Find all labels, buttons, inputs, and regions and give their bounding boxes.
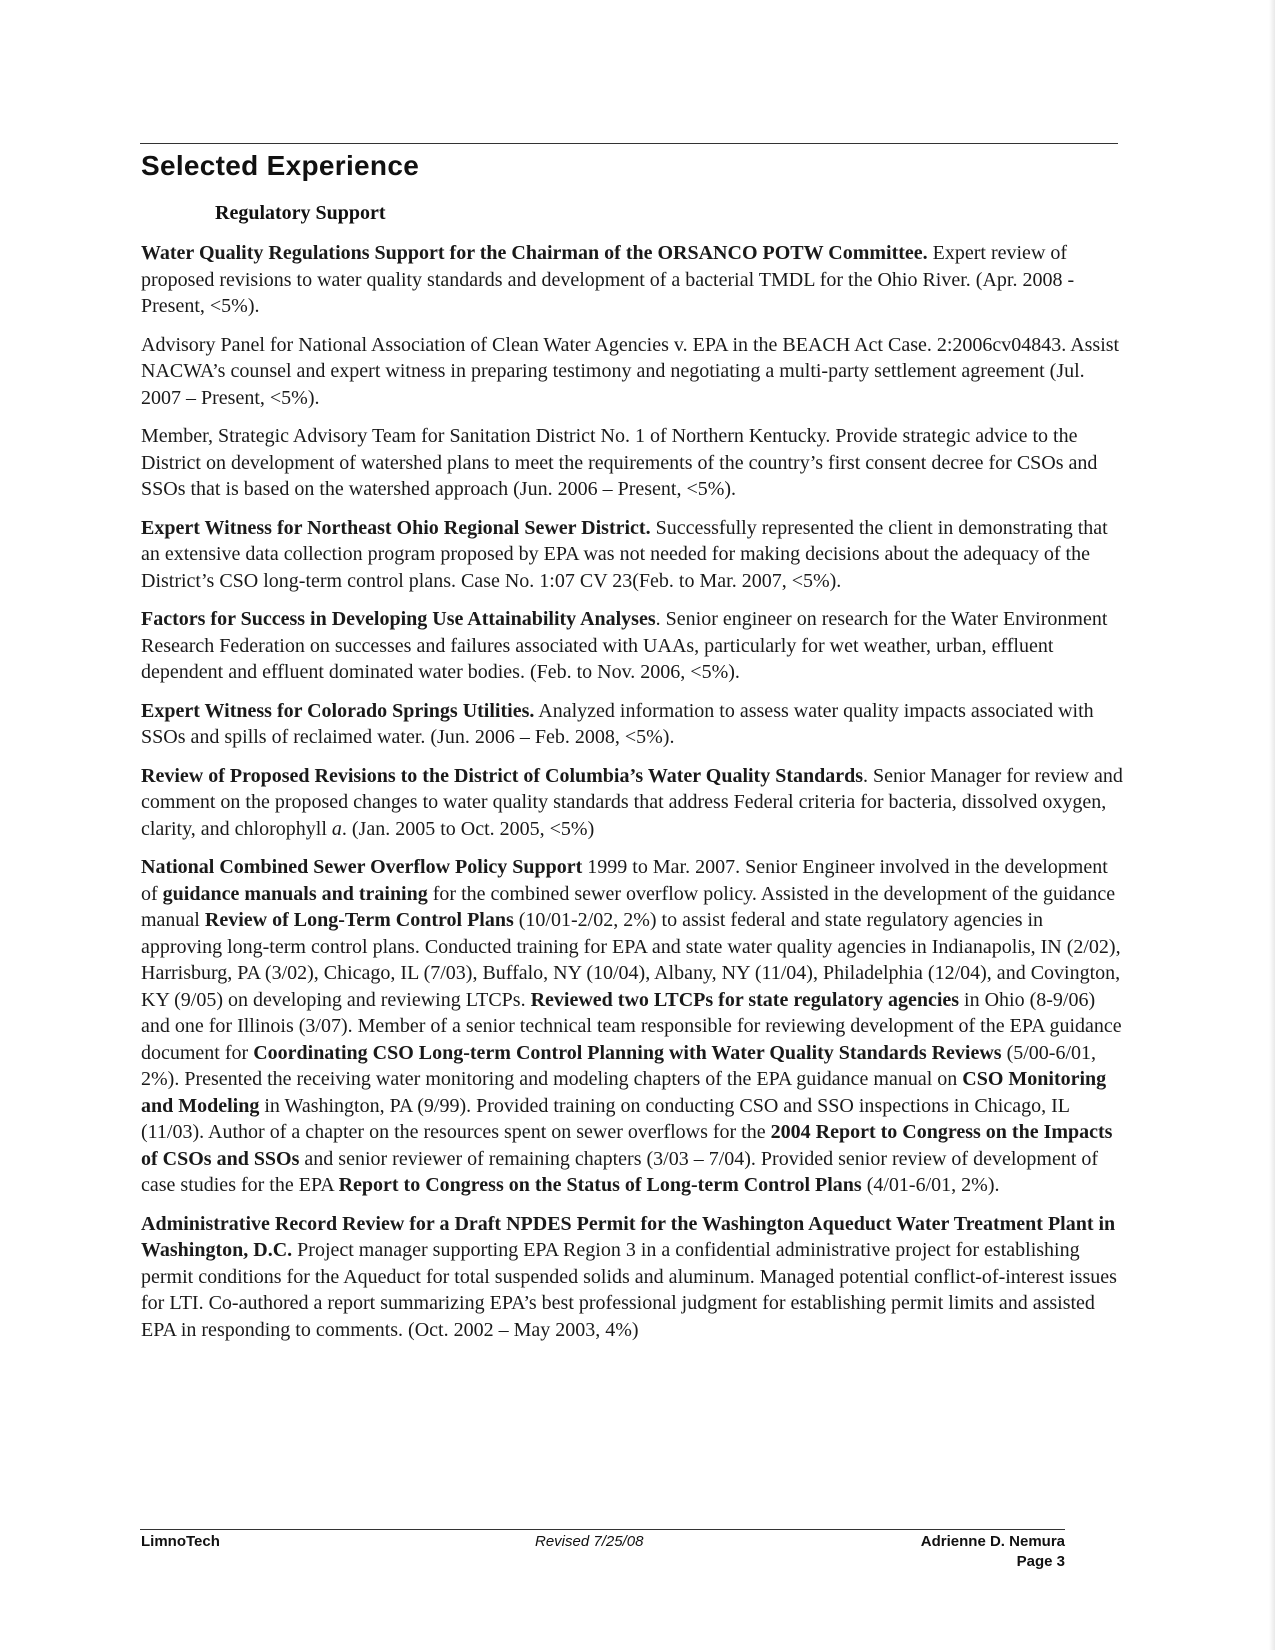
entry-text: Successfully represented the client in demonstrating that an extensive data collection program proposed by EPA was not needed for making decisions about the adequacy of the District’s CSO long-term control plans. Case No. 1:07 CV 23(Feb. to Mar. 2007, <5%). <box>141 516 1108 592</box>
entry-text: a <box>331 817 342 840</box>
entry-bold-text: Administrative Record Review for a Draft NPDES Permit for the Washington Aqueduct Water Treatment Plant in Washington, D.C. <box>141 1212 1116 1261</box>
entry-bold-text: guidance manuals and training <box>162 882 428 905</box>
footer-author: Adrienne D. Nemura <box>920 1533 1065 1550</box>
entry-text: Expert review of proposed revisions to water quality standards and development of a bacterial TMDL for the Ohio River. (Apr. 2008 - Present, <5%). <box>141 242 1075 317</box>
experience-entry <box>141 423 1126 503</box>
entry-bold-text: Expert Witness for Northeast Ohio Regional Sewer District. <box>141 516 651 539</box>
experience-list <box>141 240 1126 1355</box>
entry-text: (10/01-2/02, 2%) to assist federal and state regulatory agencies in approving long-term control plans. Conducted training for EPA and state water quality agencies in Indianapolis, IN (2/02), Harrisburg, PA (3/02), Chicago, IL (7/03), Buffalo, NY (10/04), Albany, NY (11/04), Philadelphia (12/04), and Covington, KY (9/05) on developing and reviewing LTCPs. <box>141 909 1121 1011</box>
entry-text: in Ohio (8-9/06) and one for Illinois (3/07). Member of a senior technical team responsible for reviewing development of the EPA guidance document for <box>141 988 1122 1064</box>
footer-revision-date: Revised 7/25/08 <box>535 1533 644 1550</box>
entry-text: Project manager supporting EPA Region 3 in a confidential administrative project for establishing permit conditions for the Aqueduct for total suspended solids and aluminum. Managed potential conflict-of-interest issues for LTI. Co-authored a report summarizing EPA’s best professional judgment for establishing permit limits and assisted EPA in responding to comments. (Oct. 2002 – May 2003, 4%) <box>141 1239 1117 1341</box>
entry-text: 1999 to Mar. 2007. Senior Engineer involved in the development of <box>141 856 1108 905</box>
section-title: Selected Experience <box>141 150 420 181</box>
entry-text: Advisory Panel for National Association of Clean Water Agencies v. EPA in the BEACH Act Case. 2:2006cv04843. Assist NACWA’s counsel and expert witness in preparing testimony and negotiating a multi-party settlement agreement (Jul. 2007 – Present, <5%). <box>141 333 1120 409</box>
experience-entry <box>141 515 1126 595</box>
entry-bold-text: Review of Long-Term Control Plans <box>204 909 514 931</box>
entry-text: . Senior Manager for review and comment on the proposed changes to water quality standards that address Federal criteria for bacteria, dissolved oxygen, clarity, and chlorophyll <box>141 764 1123 840</box>
entry-bold-text: National Combined Sewer Overflow Policy Support <box>141 856 583 878</box>
entry-bold-text: Factors for Success in Developing Use Attainability Analyses <box>141 608 656 630</box>
entry-bold-text: Reviewed two LTCPs for state regulatory agencies <box>530 988 960 1011</box>
experience-entry <box>141 332 1126 412</box>
entry-text: . Senior engineer on research for the Water Environment Research Federation on successes and failures associated with UAAs, particularly for wet weather, urban, effluent dependent and effluent dominated water bodies. (Feb. to Nov. 2006, <5%). <box>141 608 1108 683</box>
entry-text: . (Jan. 2005 to Oct. 2005, <5%) <box>341 817 595 840</box>
entry-text: in Washington, PA (9/99). Provided training on conducting CSO and SSO inspections in Chicago, IL (11/03). Author of a chapter on the resources spent on sewer overflows for the <box>141 1094 1070 1143</box>
entry-bold-text: 2004 Report to Congress on the Impacts of CSOs and SSOs <box>141 1121 1113 1170</box>
experience-entry <box>141 698 1126 751</box>
entry-text: (4/01-6/01, 2%). <box>861 1174 1000 1196</box>
experience-entry <box>141 763 1126 843</box>
entry-bold-text: Water Quality Regulations Support for the Chairman of the ORSANCO POTW Committee. <box>141 242 928 264</box>
experience-entry <box>141 854 1126 1199</box>
entry-bold-text: Report to Congress on the Status of Long-term Control Plans <box>338 1174 862 1196</box>
subsection-title: Regulatory Support <box>215 202 386 224</box>
entry-text: (5/00-6/01, 2%). Presented the receiving water monitoring and modeling chapters of the EPA guidance manual on <box>141 1041 1097 1090</box>
entry-text: and senior reviewer of remaining chapters (3/03 – 7/04). Provided senior review of development of case studies for the EPA <box>141 1147 1099 1196</box>
footer-rule <box>140 1529 1065 1530</box>
footer-page-number: Page 3 <box>1016 1553 1065 1570</box>
entry-text: Analyzed information to assess water quality impacts associated with SSOs and spills of reclaimed water. (Jun. 2006 – Feb. 2008, <5%). <box>141 699 1094 748</box>
entry-bold-text: Coordinating CSO Long-term Control Planning with Water Quality Standards Reviews <box>253 1041 1002 1064</box>
entry-bold-text: CSO Monitoring and Modeling <box>141 1068 1107 1117</box>
entry-text: for the combined sewer overflow policy. Assisted in the development of the guidance manual <box>141 882 1116 931</box>
header-rule <box>140 143 1118 144</box>
experience-entry <box>141 606 1126 686</box>
footer-company: LimnoTech <box>141 1533 220 1550</box>
entry-text: Member, Strategic Advisory Team for Sanitation District No. 1 of Northern Kentucky. Provide strategic advice to the District on development of watershed plans to meet the requirements of the country’s first consent decree for CSOs and SSOs that is based on the watershed approach (Jun. 2006 – Present, <5%). <box>141 425 1098 500</box>
experience-entry <box>141 240 1126 320</box>
experience-entry <box>141 1211 1126 1344</box>
page-edge-shadow <box>1269 0 1275 1650</box>
entry-bold-text: Expert Witness for Colorado Springs Utilities. <box>141 699 535 722</box>
entry-bold-text: Review of Proposed Revisions to the District of Columbia’s Water Quality Standards <box>141 764 864 787</box>
